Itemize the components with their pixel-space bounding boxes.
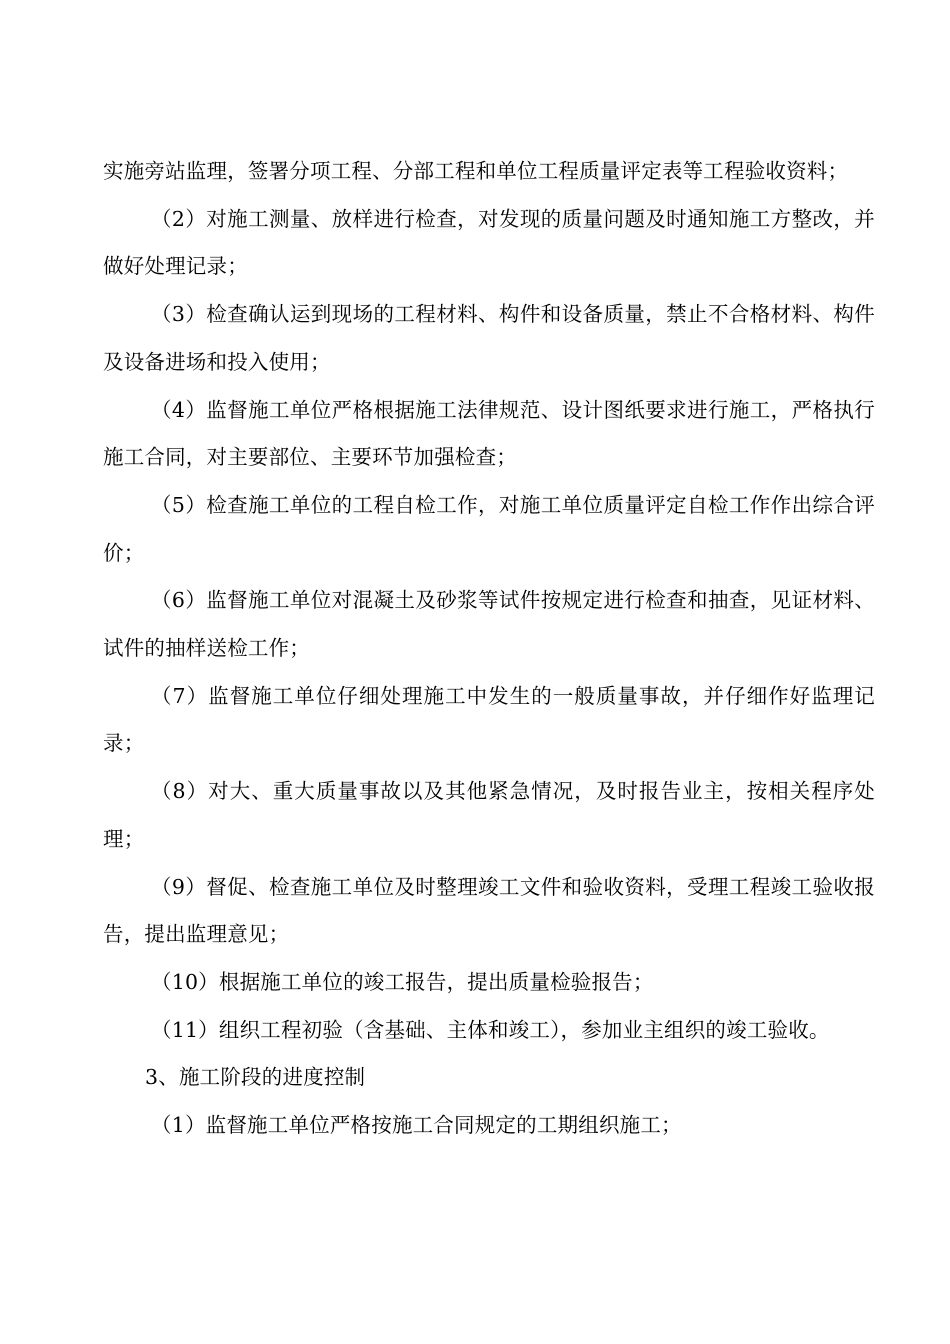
paragraph-item-2: （2）对施工测量、放样进行检查，对发现的质量问题及时通知施工方整改，并做好处理记录； [103, 206, 875, 279]
paragraph-item-6: （6）监督施工单位对混凝土及砂浆等试件按规定进行检查和抽查，见证材料、试件的抽样送检工作； [103, 588, 875, 661]
paragraph-item-9: （9）督促、检查施工单位及时整理竣工文件和验收资料，受理工程竣工验收报告，提出监理意见； [103, 874, 875, 947]
paragraph-item-7: （7）监督施工单位仔细处理施工中发生的一般质量事故，并仔细作好监理记录； [103, 683, 875, 756]
paragraph-item-5: （5）检查施工单位的工程自检工作，对施工单位质量评定自检工作作出综合评价； [103, 492, 875, 565]
paragraph-continuation: 实施旁站监理，签署分项工程、分部工程和单位工程质量评定表等工程验收资料； [103, 159, 849, 183]
paragraph-item-3: （3）检查确认运到现场的工程材料、构件和设备质量，禁止不合格材料、构件及设备进场和投入使用； [103, 302, 875, 374]
section-heading: 3、施工阶段的进度控制 [145, 1065, 366, 1090]
paragraph-progress-item-1: （1）监督施工单位严格按施工合同规定的工期组织施工； [151, 1113, 682, 1138]
paragraph-item-10: （10）根据施工单位的竣工报告，提出质量检验报告； [151, 969, 654, 994]
paragraph-item-4: （4）监督施工单位严格根据施工法律规范、设计图纸要求进行施工，严格执行施工合同，对主要部位、主要环节加强检查； [103, 397, 875, 470]
paragraph-item-8: （8）对大、重大质量事故以及其他紧急情况，及时报告业主，按相关程序处理； [103, 779, 875, 851]
document-body [103, 148, 875, 1150]
paragraph-item-11: （11）组织工程初验（含基础、主体和竣工），参加业主组织的竣工验收。 [151, 1017, 830, 1042]
